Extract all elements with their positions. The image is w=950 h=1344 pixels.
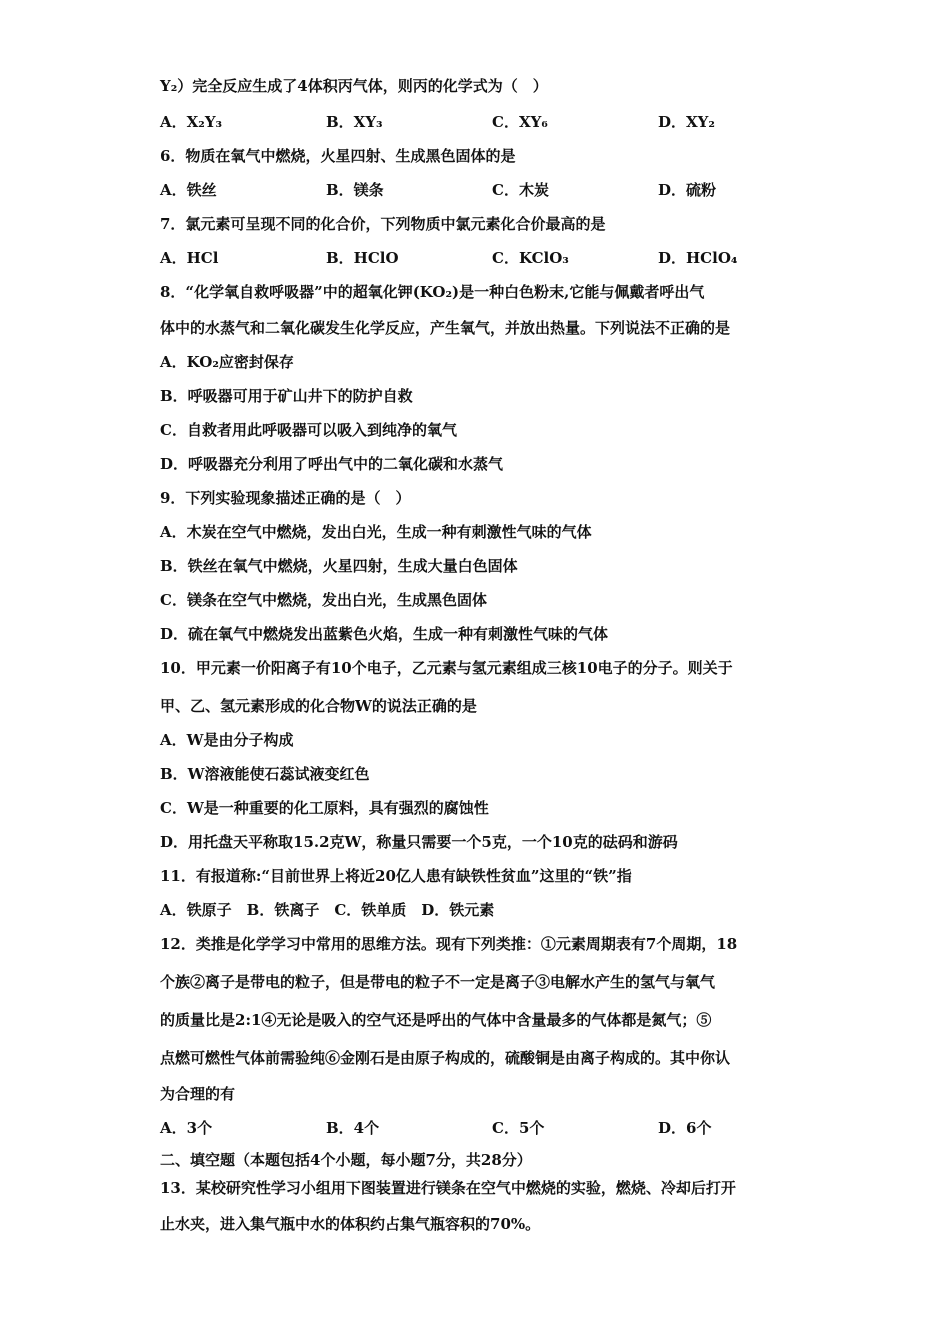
q9-stem: 9．下列实验现象描述正确的是（ ） [160,489,411,507]
q7-options [160,248,800,268]
q11-options: A．铁原子 B．铁离子 C．铁单质 D．铁元素 [160,901,495,919]
q5-option-d: D．XY₂ [658,113,715,131]
q12-option-a: A．3个 [160,1119,213,1137]
q10-stem-line2: 甲、乙、氢元素形成的化合物W的说法正确的是 [160,697,477,715]
q12-stem-line5: 为合理的有 [160,1085,236,1103]
q13-stem-line2: 止水夹，进入集气瓶中水的体积约占集气瓶容积的70%。 [160,1215,541,1233]
q12-option-c: C．5个 [492,1119,545,1137]
q6-options [160,180,800,200]
q9-option-a: A．木炭在空气中燃烧，发出白光，生成一种有刺激性气味的气体 [160,523,592,541]
q5-options [160,112,800,132]
q6-option-d: D．硫粉 [658,181,717,199]
q10-stem-line1: 10．甲元素一价阳离子有10个电子，乙元素与氢元素组成三核10电子的分子。则关于 [160,659,733,677]
q9-option-b: B．铁丝在氧气中燃烧，火星四射，生成大量白色固体 [160,557,518,575]
q10-option-d: D．用托盘天平称取15.2克W，称量只需要一个5克，一个10克的砝码和游码 [160,833,678,851]
q6-option-a: A．铁丝 [160,181,217,199]
q9-option-c: C．镁条在空气中燃烧，发出白光，生成黑色固体 [160,591,487,609]
q11-stem: 11．有报道称:“目前世界上将近20亿人患有缺铁性贫血”这里的“铁”指 [160,867,632,885]
q12-stem-line1: 12．类推是化学学习中常用的思维方法。现有下列类推：①元素周期表有7个周期，18 [160,935,738,953]
q9-option-d: D．硫在氧气中燃烧发出蓝紫色火焰，生成一种有刺激性气味的气体 [160,625,609,643]
q10-option-a: A．W是由分子构成 [160,731,294,749]
q7-option-d: D．HClO₄ [658,249,738,267]
q10-option-c: C．W是一种重要的化工原料，具有强烈的腐蚀性 [160,799,489,817]
q8-option-b: B．呼吸器可用于矿山井下的防护自救 [160,387,413,405]
q8-option-c: C．自救者用此呼吸器可以吸入到纯净的氧气 [160,421,457,439]
q8-option-d: D．呼吸器充分利用了呼出气中的二氧化碳和水蒸气 [160,455,504,473]
q12-stem-line4: 点燃可燃性气体前需验纯⑥金刚石是由原子构成的，硫酸铜是由离子构成的。其中你认 [160,1049,731,1067]
q13-stem-line1: 13．某校研究性学习小组用下图装置进行镁条在空气中燃烧的实验，燃烧、冷却后打开 [160,1179,736,1197]
q6-option-c: C．木炭 [492,181,549,199]
q5-option-a: A．X₂Y₃ [160,113,223,131]
q12-stem-line3: 的质量比是2:1④无论是吸入的空气还是呼出的气体中含量最多的气体都是氮气；⑤ [160,1011,712,1029]
q12-option-b: B．4个 [326,1119,380,1137]
q6-stem: 6．物质在氧气中燃烧，火星四射、生成黑色固体的是 [160,147,516,165]
q5-option-b: B．XY₃ [326,113,383,131]
q5-stem-continued: Y₂）完全反应生成了4体积丙气体，则丙的化学式为（ ） [160,77,548,95]
q7-stem: 7．氯元素可呈现不同的化合价，下列物质中氯元素化合价最高的是 [160,215,606,233]
q12-stem-line2: 个族②离子是带电的粒子，但是带电的粒子不一定是离子③电解水产生的氢气与氧气 [160,973,716,991]
q7-option-a: A．HCl [160,249,219,267]
q8-stem-line1: 8．“化学氧自救呼吸器”中的超氧化钾(KO₂)是一种白色粉末,它能与佩戴者呼出气 [160,283,705,301]
q6-option-b: B．镁条 [326,181,384,199]
q10-option-b: B．W溶液能使石蕊试液变红色 [160,765,370,783]
section-heading-fill-in: 二、填空题（本题包括4个小题，每小题7分，共28分） [160,1151,532,1169]
q12-option-d: D．6个 [658,1119,712,1137]
q7-option-c: C．KClO₃ [492,249,569,267]
q5-option-c: C．XY₆ [492,113,548,131]
q8-option-a: A．KO₂应密封保存 [160,353,294,371]
q7-option-b: B．HClO [326,249,399,267]
q8-stem-line2: 体中的水蒸气和二氧化碳发生化学反应，产生氧气，并放出热量。下列说法不正确的是 [160,319,731,337]
q12-options [160,1118,800,1138]
